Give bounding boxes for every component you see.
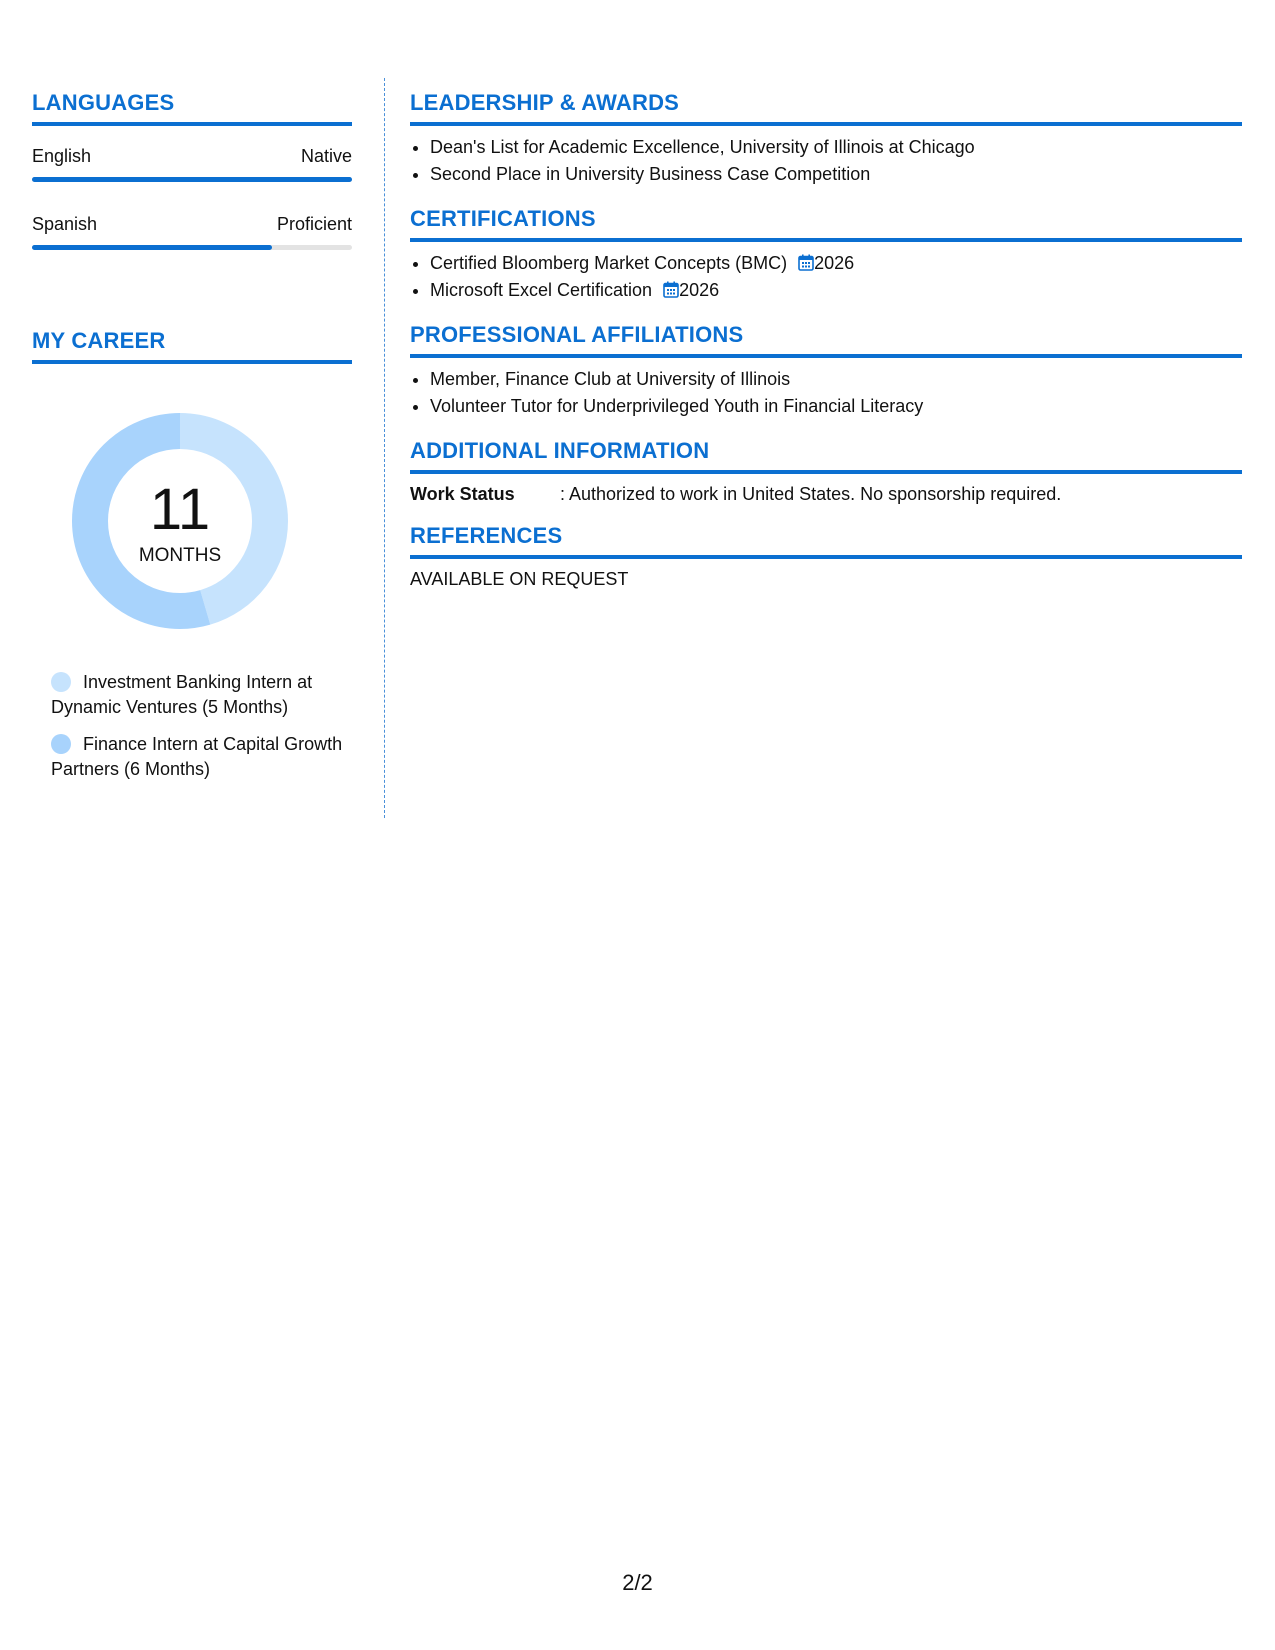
legend-item <box>51 670 352 720</box>
work-status-value: : Authorized to work in United States. No sponsorship required. <box>560 484 1062 504</box>
language-level: Native <box>300 146 352 166</box>
affiliations-list <box>410 366 1242 420</box>
right-column <box>410 90 1242 608</box>
career-total-months: 11 <box>149 477 211 542</box>
left-column <box>32 90 352 794</box>
references-section <box>410 523 1242 590</box>
language-proficiency-fill <box>32 177 352 182</box>
certification-name: Microsoft Excel Certification <box>430 280 653 300</box>
language-proficiency-bar <box>32 245 352 250</box>
language-item-spanish <box>32 214 352 250</box>
certifications-list <box>410 250 1242 304</box>
leadership-section <box>410 90 1242 188</box>
certification-name: Certified Bloomberg Market Concepts (BMC) <box>430 253 788 273</box>
leadership-heading: LEADERSHIP & AWARDS <box>410 90 1242 126</box>
affiliations-heading: PROFESSIONAL AFFILIATIONS <box>410 322 1242 358</box>
calendar-icon <box>798 254 814 271</box>
legend-item <box>51 732 352 782</box>
list-item: • Dean's List for Academic Excellence, University of Illinois at Chicago <box>430 134 1242 161</box>
legend-dot <box>51 734 71 754</box>
career-legend <box>51 670 352 782</box>
certifications-heading: CERTIFICATIONS <box>410 206 1242 242</box>
languages-heading: LANGUAGES <box>32 90 352 126</box>
additional-info-section <box>410 438 1242 505</box>
list-item: • Second Place in University Business Case Competition <box>430 161 1242 188</box>
column-divider <box>384 78 385 818</box>
page-number: 2/2 <box>622 1570 653 1595</box>
language-proficiency-bar <box>32 177 352 182</box>
additional-info-heading: ADDITIONAL INFORMATION <box>410 438 1242 474</box>
calendar-icon <box>663 281 679 298</box>
affiliations-section <box>410 322 1242 420</box>
certification-year: 2026 <box>679 280 720 300</box>
language-level: Proficient <box>276 214 352 234</box>
list-item <box>430 250 1242 277</box>
career-total-unit: MONTHS <box>138 545 222 566</box>
legend-dot <box>51 672 71 692</box>
leadership-list <box>410 134 1242 188</box>
certification-year: 2026 <box>814 253 855 273</box>
list-item: • Volunteer Tutor for Underprivileged Youth in Financial Literacy <box>430 393 1242 420</box>
language-item-english <box>32 146 352 182</box>
career-donut-chart <box>67 408 293 634</box>
work-status-row <box>410 484 1242 505</box>
career-heading: MY CAREER <box>32 328 352 364</box>
certifications-section <box>410 206 1242 304</box>
list-item <box>430 277 1242 304</box>
language-proficiency-fill <box>32 245 272 250</box>
language-name: Spanish <box>32 214 98 234</box>
work-status-label: Work Status <box>410 484 515 504</box>
references-text: AVAILABLE ON REQUEST <box>410 569 629 589</box>
language-name: English <box>32 146 92 166</box>
list-item: • Member, Finance Club at University of Illinois <box>430 366 1242 393</box>
legend-label: Investment Banking Intern at Dynamic Ventures (5 Months) <box>51 672 313 717</box>
references-heading: REFERENCES <box>410 523 1242 559</box>
legend-label: Finance Intern at Capital Growth Partners (6 Months) <box>51 734 343 779</box>
